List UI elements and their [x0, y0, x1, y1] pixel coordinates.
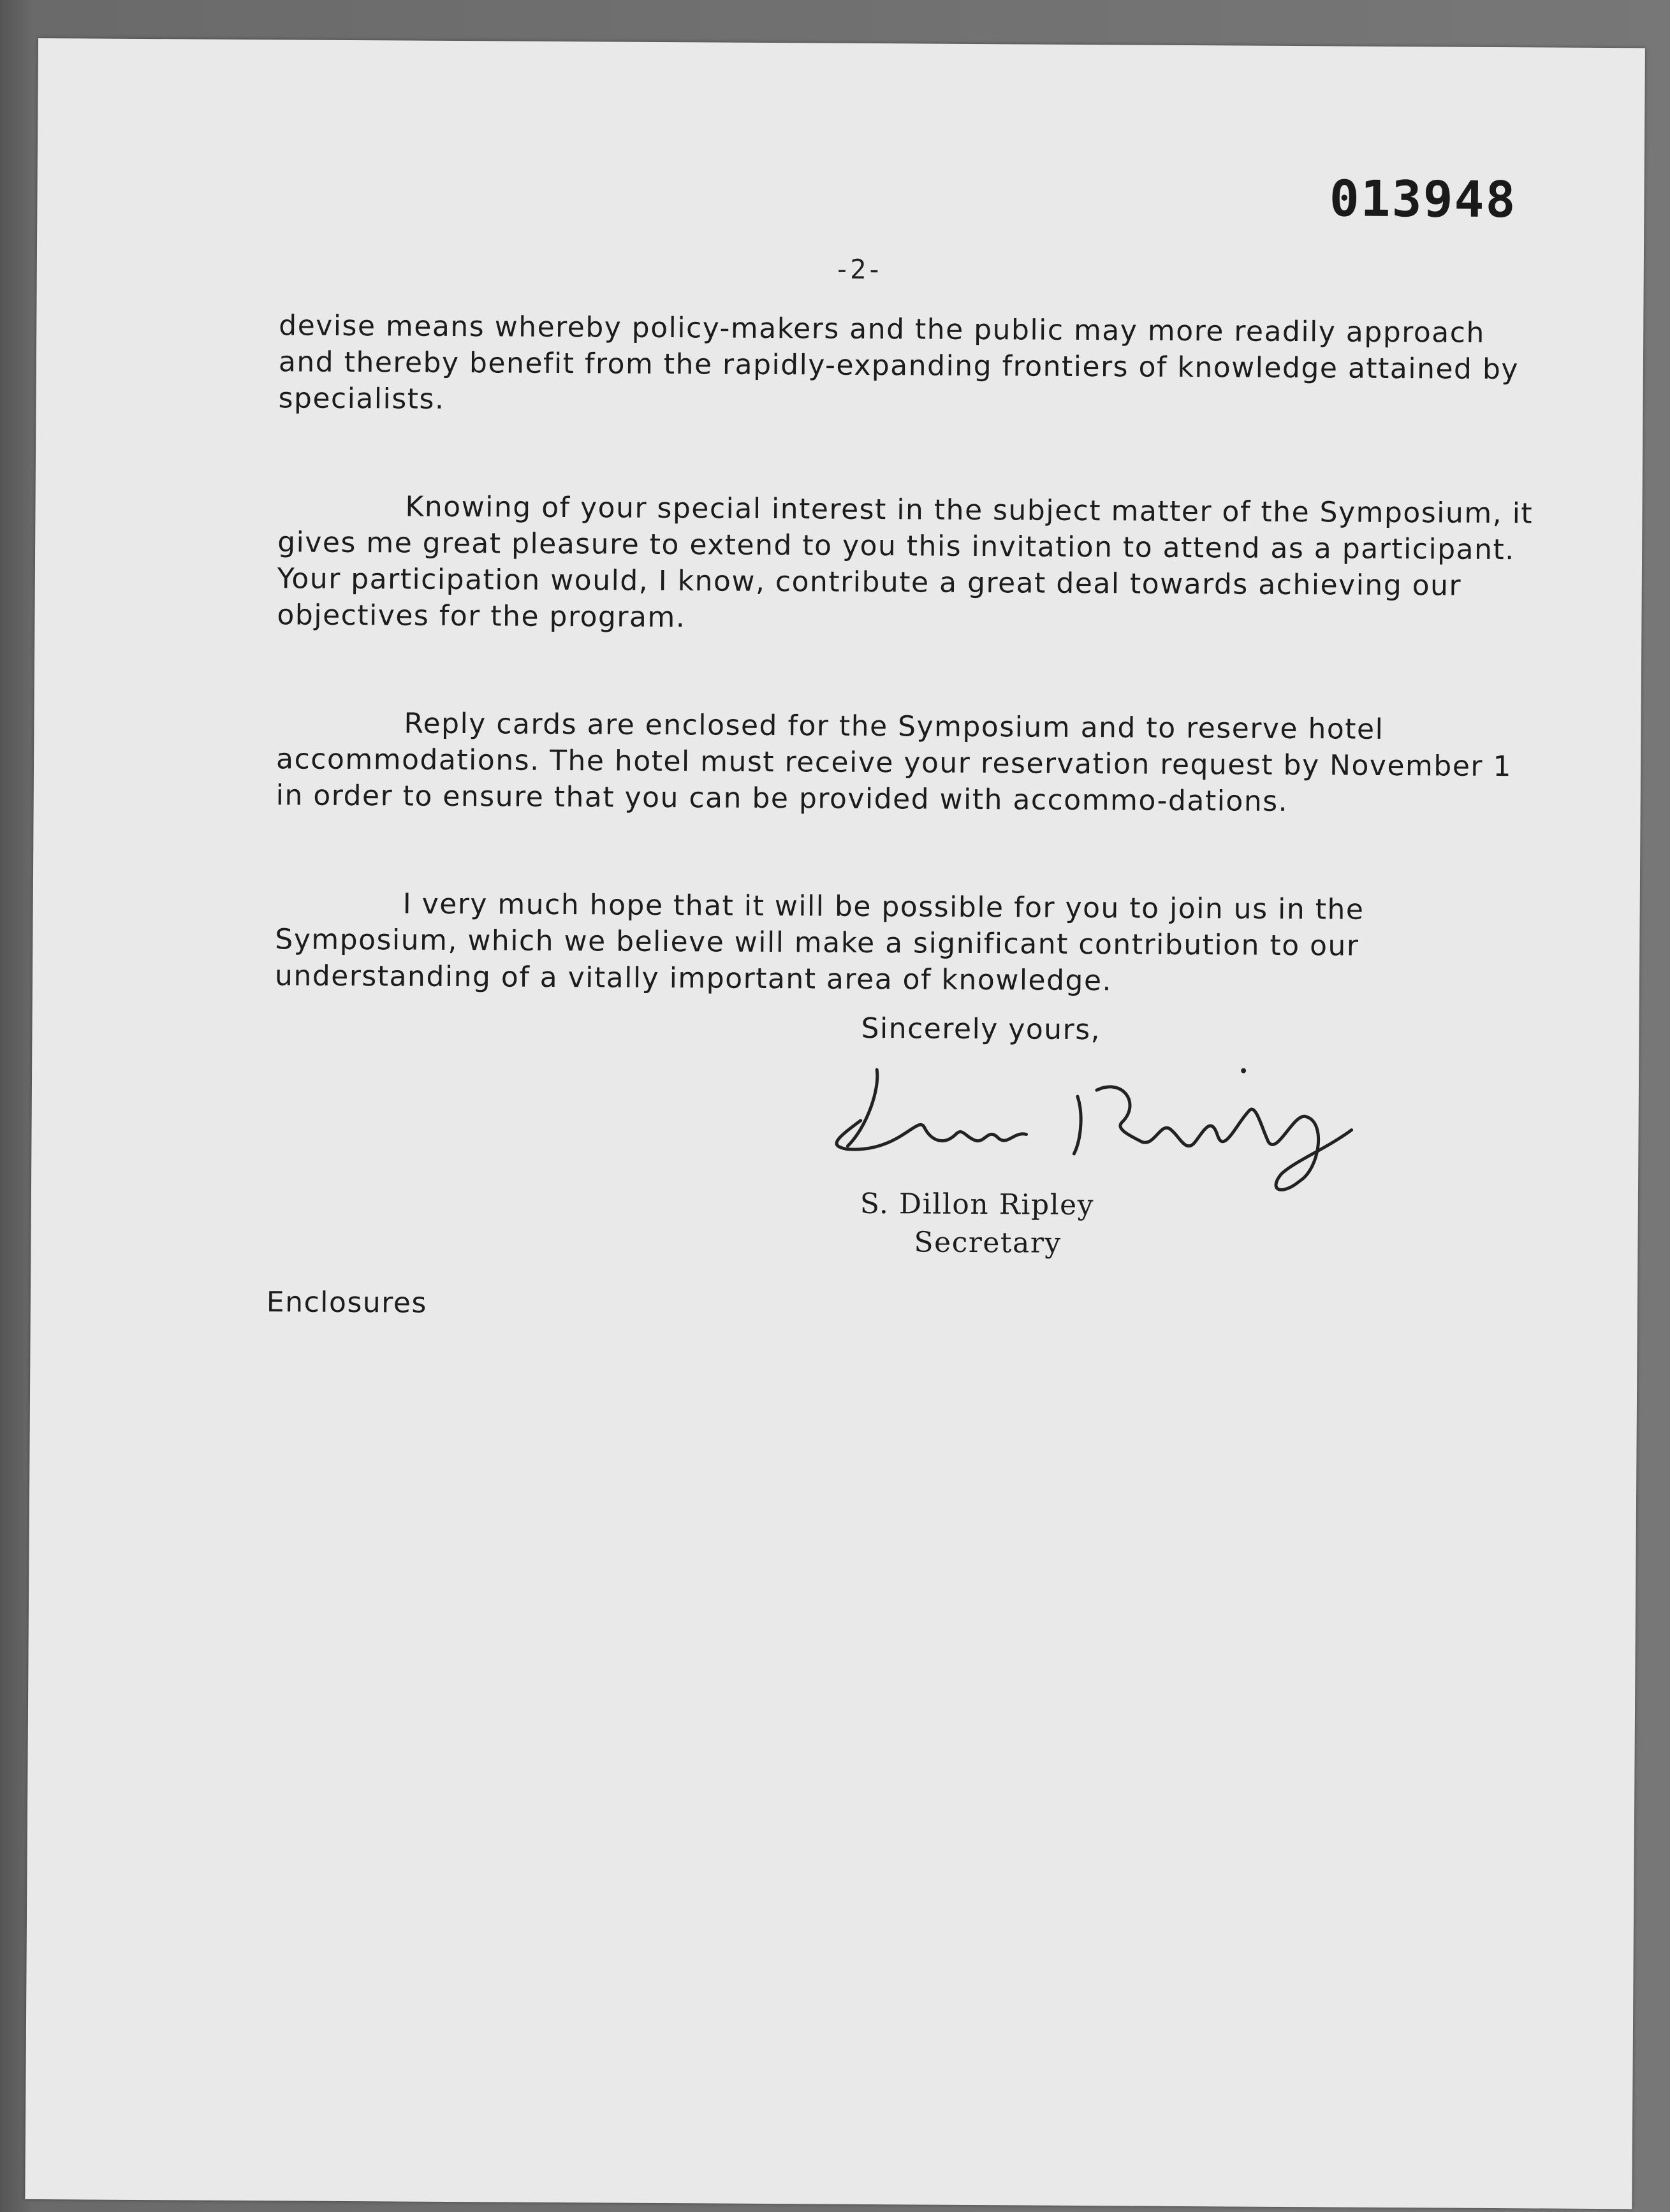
paragraph-4-text: I very much hope that it will be possible for you to join us in the Symposium, which we believe will make a significant contribution to our understanding of a vitally important area of knowledge.	[274, 887, 1365, 998]
closing-salutation: Sincerely yours,	[861, 1012, 1101, 1047]
paragraph-2	[277, 488, 1546, 641]
paragraph-1-text: devise means whereby policy-makers and the public may more readily approach and thereby benefit from the rapidly-expanding frontiers of knowledge attained by specialists.	[278, 309, 1520, 416]
paragraph-2-text: Knowing of your special interest in the subject matter of the Symposium, it gives me great pleasure to extend to you this invitation to attend as a participant. Your participation would, I know, contribute a great deal towards achieving our objectives for the program.	[277, 490, 1534, 634]
paragraph-3	[276, 704, 1546, 821]
signer-title: Secretary	[914, 1226, 1062, 1260]
enclosures-note: Enclosures	[266, 1286, 427, 1320]
paragraph-4	[275, 885, 1544, 1001]
handwritten-signature	[822, 1051, 1396, 1207]
signer-name: S. Dillon Ripley	[860, 1187, 1095, 1222]
paragraph-3-text: Reply cards are enclosed for the Symposium and to reserve hotel accommodations. The hotel must receive your reservation request by November 1 in order to ensure that you can be provided with accommo-dations.	[275, 707, 1513, 818]
letter-body	[274, 307, 1548, 1073]
page-number: -2-	[833, 253, 883, 286]
paragraph-1	[278, 307, 1548, 424]
letter-page	[25, 38, 1645, 2209]
document-number: 013948	[1329, 170, 1517, 229]
